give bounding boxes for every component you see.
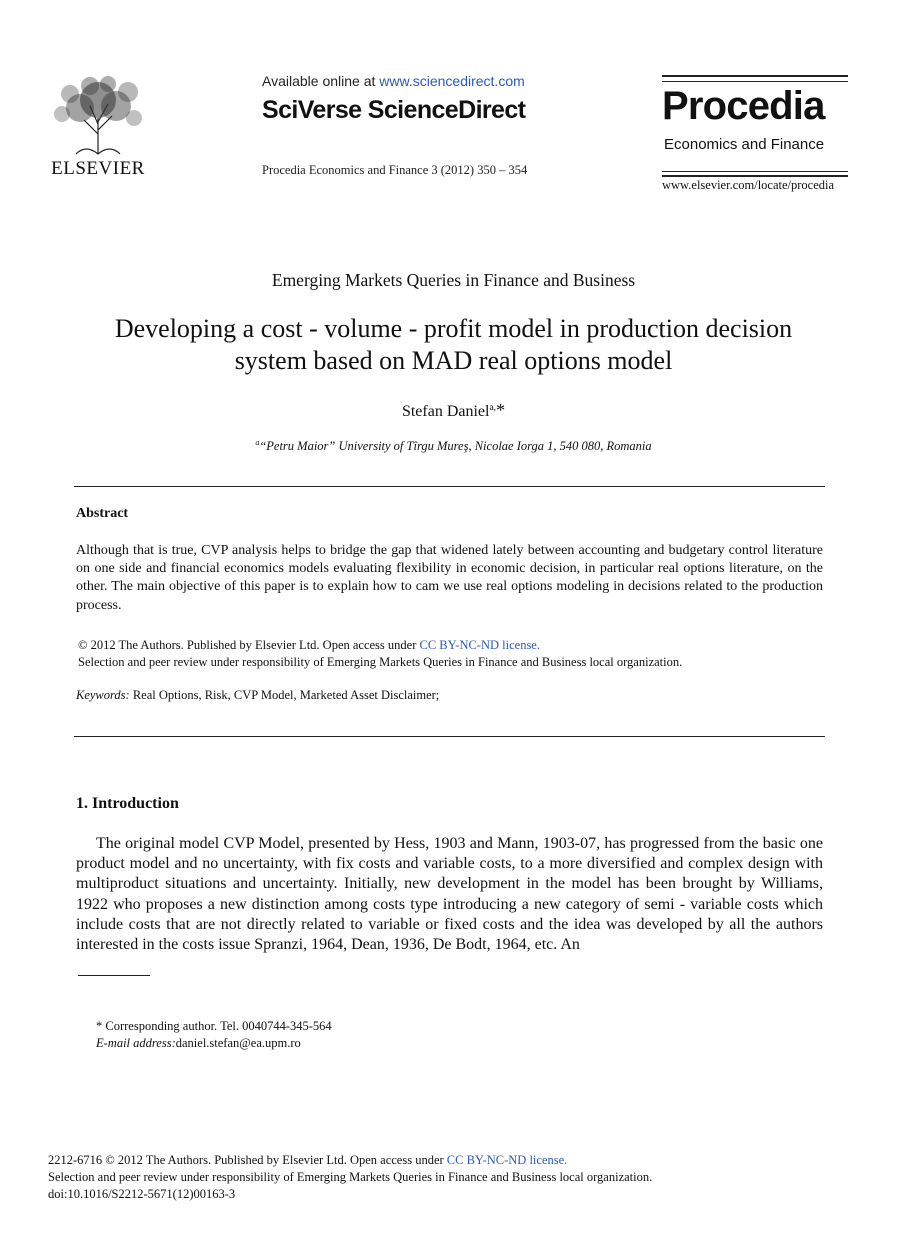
email-label: E-mail address: <box>96 1036 176 1050</box>
footer-license-link[interactable]: CC BY-NC-ND license. <box>446 1153 568 1167</box>
license-link[interactable]: CC BY-NC-ND license. <box>419 638 540 652</box>
brand-rule <box>662 175 848 177</box>
paper-title <box>60 313 847 377</box>
available-online <box>262 73 525 89</box>
paper-title-line: system based on MAD real options model <box>234 346 673 375</box>
available-online-label: Available online at <box>262 73 380 89</box>
keywords-label: Keywords: <box>76 688 130 702</box>
doi: doi:10.1016/S2212-5671(12)00163-3 <box>48 1187 236 1201</box>
issn-text: 2212-6716 © 2012 The Authors. Published by Elsevier Ltd. Open access under <box>48 1153 447 1167</box>
journal-reference: Procedia Economics and Finance 3 (2012) 350 – 354 <box>262 163 528 177</box>
email-address: daniel.stefan@ea.upm.ro <box>175 1036 301 1050</box>
footer-peer-review: Selection and peer review under responsibility of Emerging Markets Queries in Finance and Business local organization. <box>48 1170 653 1184</box>
footnote-rule <box>78 975 150 976</box>
author-affiliation-mark: a, <box>489 403 497 413</box>
copyright-text: © 2012 The Authors. Published by Elsevier Ltd. Open access under <box>78 638 420 652</box>
author-line <box>0 400 907 421</box>
brand-rule <box>662 81 848 82</box>
abstract-text: Although that is true, CVP analysis helps to bridge the gap that widened lately between accounting and budgetary control literature on one side and financial economics models evaluating flexibility in economic decision, in particular real options literature, on the other. The main objective of this paper is to explain how to cam we use real options modeling in decisions related to the production process. <box>76 543 823 613</box>
abstract-bottom-rule <box>74 736 825 737</box>
conference-name: Emerging Markets Queries in Finance and Business <box>271 270 636 290</box>
corresponding-author-mark: * <box>496 400 506 420</box>
affiliation-text: “Petru Maior” University of Tîrgu Mureş, Nicolae Iorga 1, 540 080, Romania <box>259 439 652 454</box>
issn-line <box>48 1153 567 1168</box>
journal-subtitle: Economics and Finance <box>664 136 825 153</box>
abstract-heading: Abstract <box>76 506 129 521</box>
corresponding-author-note: * Corresponding author. Tel. 0040744-345-564 <box>96 1019 332 1033</box>
peer-review-line: Selection and peer review under responsibility of Emerging Markets Queries in Finance and Business local organization. <box>78 655 683 669</box>
paper-title-line: Developing a cost - volume - profit model in production decision <box>114 314 793 343</box>
journal-brand: Procedia <box>662 84 825 128</box>
journal-url[interactable]: www.elsevier.com/locate/procedia <box>662 178 835 192</box>
section-paragraph: The original model CVP Model, presented by Hess, 1903 and Mann, 1903-07, has progressed from the basic one product model and no uncertainty, with fix costs and variable costs, to a more diversified and complex design with multiproduct situations and uncertainty. Initially, new development in the model has been brought by Williams, 1922 who proposes a new distinction among costs type introducing a new category of semi - variable costs which include costs that are not directly related to variable or fixed costs and the idea was developed by all the authors interested in the costs issue Spranzi, 1964, Dean, 1936, De Bodt, 1964, etc. An <box>76 835 823 954</box>
brand-rule <box>662 171 848 172</box>
keywords-line <box>76 688 439 703</box>
abstract-top-rule <box>74 486 825 487</box>
elsevier-wordmark: ELSEVIER <box>51 158 145 179</box>
sciencedirect-link[interactable]: www.sciencedirect.com <box>379 73 525 89</box>
section-heading: 1. Introduction <box>76 795 179 812</box>
email-note <box>96 1036 301 1051</box>
elsevier-logo <box>46 74 150 178</box>
brand-rule <box>662 75 848 77</box>
elsevier-tree-icon <box>46 74 150 156</box>
affiliation <box>0 438 907 454</box>
affiliation-mark: a <box>255 438 260 447</box>
copyright-line <box>78 638 540 653</box>
keywords-text: Real Options, Risk, CVP Model, Marketed Asset Disclaimer; <box>129 688 440 702</box>
platform-name: SciVerse ScienceDirect <box>262 96 526 124</box>
author-name: Stefan Daniel <box>401 403 490 420</box>
